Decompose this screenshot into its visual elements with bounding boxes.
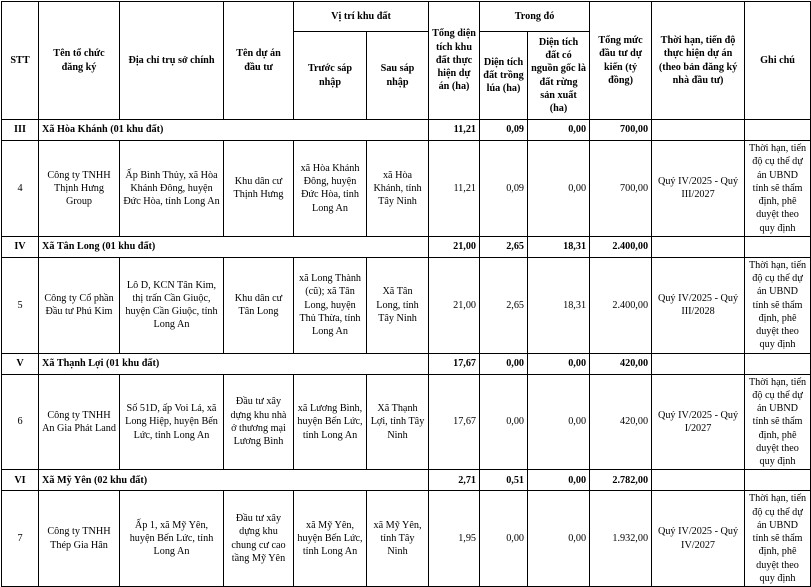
table-row bbox=[2, 491, 811, 587]
cell-timeline: Quý IV/2025 - Quý III/2027 bbox=[652, 141, 745, 237]
section-investment: 700,00 bbox=[590, 120, 652, 141]
cell-total-area: 17,67 bbox=[429, 374, 480, 470]
section-roman: V bbox=[2, 353, 39, 374]
section-total-area: 2,71 bbox=[429, 470, 480, 491]
section-notes-empty bbox=[745, 120, 811, 141]
cell-before-merge: xã Mỹ Yên, huyện Bến Lức, tỉnh Long An bbox=[294, 491, 367, 587]
header-after-merge: Sau sáp nhập bbox=[367, 32, 429, 120]
cell-org-name: Công ty TNHH An Gia Phát Land bbox=[39, 374, 120, 470]
section-forest-area: 0,00 bbox=[528, 470, 590, 491]
cell-stt: 7 bbox=[2, 491, 39, 587]
table-header bbox=[2, 2, 811, 120]
header-rice-area: Diện tích đất trồng lúa (ha) bbox=[480, 32, 528, 120]
cell-forest-area: 18,31 bbox=[528, 257, 590, 353]
cell-project: Khu dân cư Thịnh Hưng bbox=[224, 141, 294, 237]
cell-after-merge: xã Hòa Khánh, tỉnh Tây Ninh bbox=[367, 141, 429, 237]
cell-project: Đầu tư xây dựng khu chung cư cao tầng Mỹ Yên bbox=[224, 491, 294, 587]
table-row bbox=[2, 374, 811, 470]
table-row bbox=[2, 257, 811, 353]
section-row bbox=[2, 353, 811, 374]
cell-address: Lô D, KCN Tân Kim, thị trấn Cần Giuộc, huyện Cần Giuộc, tỉnh Long An bbox=[120, 257, 224, 353]
section-total-area: 21,00 bbox=[429, 236, 480, 257]
header-investment: Tổng mức đầu tư dự kiến (tỷ đồng) bbox=[590, 2, 652, 120]
header-notes: Ghi chú bbox=[745, 2, 811, 120]
cell-forest-area: 0,00 bbox=[528, 491, 590, 587]
cell-org-name: Công ty TNHH Thịnh Hưng Group bbox=[39, 141, 120, 237]
section-row bbox=[2, 470, 811, 491]
section-title: Xã Tân Long (01 khu đất) bbox=[39, 236, 429, 257]
section-forest-area: 0,00 bbox=[528, 353, 590, 374]
cell-after-merge: Xã Thạnh Lợi, tỉnh Tây Ninh bbox=[367, 374, 429, 470]
header-of-which: Trong đó bbox=[480, 2, 590, 32]
cell-forest-area: 0,00 bbox=[528, 141, 590, 237]
section-forest-area: 0,00 bbox=[528, 120, 590, 141]
section-title: Xã Hòa Khánh (01 khu đất) bbox=[39, 120, 429, 141]
section-total-area: 17,67 bbox=[429, 353, 480, 374]
cell-timeline: Quý IV/2025 - Quý III/2028 bbox=[652, 257, 745, 353]
cell-rice-area: 0,00 bbox=[480, 491, 528, 587]
cell-after-merge: xã Mỹ Yên, tỉnh Tây Ninh bbox=[367, 491, 429, 587]
header-location-group: Vị trí khu đất bbox=[294, 2, 429, 32]
section-rice-area: 0,09 bbox=[480, 120, 528, 141]
cell-address: Ấp 1, xã Mỹ Yên, huyện Bến Lức, tỉnh Long An bbox=[120, 491, 224, 587]
cell-forest-area: 0,00 bbox=[528, 374, 590, 470]
section-timeline-empty bbox=[652, 120, 745, 141]
cell-total-area: 11,21 bbox=[429, 141, 480, 237]
table-row bbox=[2, 141, 811, 237]
section-row bbox=[2, 236, 811, 257]
section-notes-empty bbox=[745, 353, 811, 374]
cell-investment: 420,00 bbox=[590, 374, 652, 470]
section-row bbox=[2, 120, 811, 141]
cell-notes: Thời hạn, tiến độ cụ thể dự án UBND tỉnh sẽ thẩm định, phê duyệt theo quy định bbox=[745, 491, 811, 587]
cell-org-name: Công ty Cổ phần Đầu tư Phú Kim bbox=[39, 257, 120, 353]
section-timeline-empty bbox=[652, 470, 745, 491]
section-investment: 2.782,00 bbox=[590, 470, 652, 491]
cell-org-name: Công ty TNHH Thép Gia Hân bbox=[39, 491, 120, 587]
header-org-name: Tên tổ chức đăng ký bbox=[39, 2, 120, 120]
section-notes-empty bbox=[745, 470, 811, 491]
cell-notes: Thời hạn, tiến độ cụ thể dự án UBND tỉnh sẽ thẩm định, phê duyệt theo quy định bbox=[745, 141, 811, 237]
section-timeline-empty bbox=[652, 236, 745, 257]
cell-before-merge: xã Long Thành (cũ); xã Tân Long, huyện Thủ Thừa, tỉnh Long An bbox=[294, 257, 367, 353]
cell-investment: 700,00 bbox=[590, 141, 652, 237]
section-forest-area: 18,31 bbox=[528, 236, 590, 257]
cell-stt: 4 bbox=[2, 141, 39, 237]
cell-timeline: Quý IV/2025 - Quý I/2027 bbox=[652, 374, 745, 470]
header-before-merge: Trước sáp nhập bbox=[294, 32, 367, 120]
cell-project: Khu dân cư Tân Long bbox=[224, 257, 294, 353]
section-roman: VI bbox=[2, 470, 39, 491]
section-total-area: 11,21 bbox=[429, 120, 480, 141]
project-registration-table bbox=[1, 1, 811, 587]
section-investment: 420,00 bbox=[590, 353, 652, 374]
section-investment: 2.400,00 bbox=[590, 236, 652, 257]
cell-stt: 6 bbox=[2, 374, 39, 470]
cell-before-merge: xã Hòa Khánh Đông, huyện Đức Hòa, tỉnh Long An bbox=[294, 141, 367, 237]
cell-investment: 1.932,00 bbox=[590, 491, 652, 587]
cell-rice-area: 0,00 bbox=[480, 374, 528, 470]
cell-after-merge: Xã Tân Long, tỉnh Tây Ninh bbox=[367, 257, 429, 353]
cell-notes: Thời hạn, tiến độ cụ thể dự án UBND tỉnh sẽ thẩm định, phê duyệt theo quy định bbox=[745, 374, 811, 470]
header-stt: STT bbox=[2, 2, 39, 120]
section-timeline-empty bbox=[652, 353, 745, 374]
cell-address: Số 51D, ấp Voi Lá, xã Long Hiệp, huyện Bến Lức, tỉnh Long An bbox=[120, 374, 224, 470]
cell-address: Ấp Bình Thủy, xã Hòa Khánh Đông, huyện Đức Hòa, tỉnh Long An bbox=[120, 141, 224, 237]
cell-timeline: Quý IV/2025 - Quý IV/2027 bbox=[652, 491, 745, 587]
section-title: Xã Thạnh Lợi (01 khu đất) bbox=[39, 353, 429, 374]
table-body bbox=[2, 120, 811, 587]
cell-rice-area: 0,09 bbox=[480, 141, 528, 237]
section-roman: IV bbox=[2, 236, 39, 257]
section-title: Xã Mỹ Yên (02 khu đất) bbox=[39, 470, 429, 491]
cell-total-area: 21,00 bbox=[429, 257, 480, 353]
cell-investment: 2.400,00 bbox=[590, 257, 652, 353]
cell-notes: Thời hạn, tiến độ cụ thể dự án UBND tỉnh sẽ thẩm định, phê duyệt theo quy định bbox=[745, 257, 811, 353]
header-total-area: Tổng diện tích khu đất thực hiện dự án (ha) bbox=[429, 2, 480, 120]
cell-stt: 5 bbox=[2, 257, 39, 353]
header-address: Địa chỉ trụ sở chính bbox=[120, 2, 224, 120]
header-forest-area: Diện tích đất có nguồn gốc là đất rừng sản xuất (ha) bbox=[528, 32, 590, 120]
cell-total-area: 1,95 bbox=[429, 491, 480, 587]
section-rice-area: 0,51 bbox=[480, 470, 528, 491]
cell-project: Đầu tư xây dựng khu nhà ở thương mại Lương Bình bbox=[224, 374, 294, 470]
section-notes-empty bbox=[745, 236, 811, 257]
cell-before-merge: xã Lương Bình, huyện Bến Lức, tỉnh Long An bbox=[294, 374, 367, 470]
section-rice-area: 2,65 bbox=[480, 236, 528, 257]
cell-rice-area: 2,65 bbox=[480, 257, 528, 353]
section-roman: III bbox=[2, 120, 39, 141]
header-project: Tên dự án đầu tư bbox=[224, 2, 294, 120]
header-timeline: Thời hạn, tiến độ thực hiện dự án (theo bản đăng ký nhà đầu tư) bbox=[652, 2, 745, 120]
section-rice-area: 0,00 bbox=[480, 353, 528, 374]
